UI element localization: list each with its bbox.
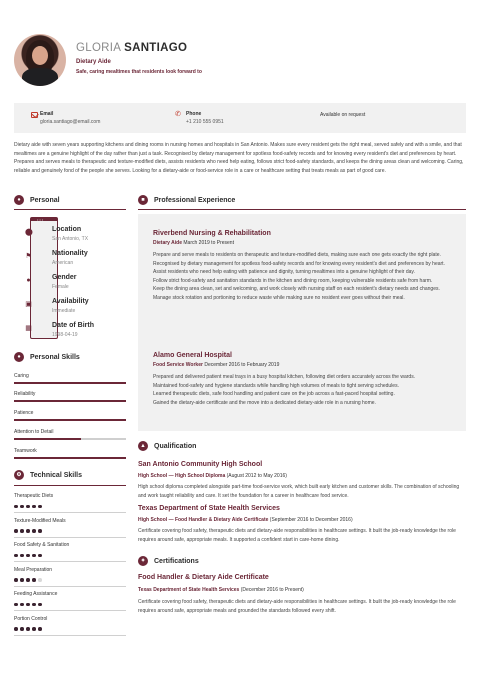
experience-role-dates [153,362,279,368]
rating-dot [26,603,30,607]
bullet: Prepared and delivered patient meal trays in a busy hospital kitchen, following diet orders accurately across the wards. [153,374,416,380]
qualification-dates: (September 2016 to December 2016) [269,517,353,523]
contact-phone [186,111,224,125]
technical-skill: Food Safety & Sanitation [14,542,70,548]
personal-skill: Attention to Detail [14,429,54,435]
skill-rating [14,553,44,559]
job-title: Dietary Aide [76,59,111,65]
qualification-meta: High School — Food Handler & Dietary Aide Certificate (September 2016 to December 2016) [138,517,353,523]
personal-skills-heading [14,352,80,362]
bullet: Learned therapeutic diets, safe food handling and patient care on the job across a fast-paced hospital setting. [153,391,395,398]
skill-rating [14,627,44,633]
bullet: Maintained food-safety and hygiene standards while handling high volumes of meals to tight serving schedules. [153,382,399,389]
personal-value: 1998-04-19 [52,332,78,338]
technical-skill: Therapeutic Diets [14,493,54,499]
personal-label: Availability [52,298,89,305]
skill-bar [14,457,126,459]
personal-row-availability [14,297,126,319]
personal-row-dob [14,321,126,343]
bullet: Gained the dietary-aide certificate and the move into a dedicated dietary-aide role in a nursing home. [153,399,376,406]
experience-dates: March 2019 to Present [183,240,234,246]
personal-card [14,215,126,343]
personal-value: Female [52,284,69,290]
qualification-meta: High School — High School Diploma (August 2012 to May 2016) [138,473,287,479]
rating-dot [38,529,42,533]
rating-dot [32,505,36,509]
rating-dot [20,554,24,558]
skill-rating [14,529,44,535]
qualification-title: Qualification [154,442,197,450]
qualification-school: Texas Department of State Health Services [138,505,280,512]
experience-company: Riverbend Nursing & Rehabilitation [153,230,271,237]
qualification-award: High School Diploma [174,473,226,479]
rating-dot [38,505,42,509]
certification-meta [138,587,304,593]
rating-dot [14,554,18,558]
qualification-level: High School [138,473,168,479]
email-value[interactable]: gloria.santiago@email.com [40,119,101,125]
flag-icon: ⚑ [25,253,32,260]
qualification-heading [138,441,196,451]
divider [14,512,126,513]
people-icon: ● [14,352,24,362]
personal-value: American [52,260,74,266]
technical-skill: Meal Preparation [14,566,53,573]
mail-icon [31,112,38,118]
certificate-icon: ✦ [138,556,148,566]
personal-skill: Patience [14,410,34,416]
certification-title: Food Handler & Dietary Aide Certificate [138,574,269,581]
rating-dot [38,578,42,582]
calendar-icon: ▦ [25,325,32,332]
rating-dot [20,627,24,631]
experience-heading [138,195,235,205]
rating-dot [38,627,42,631]
personal-heading [14,195,60,205]
personal-row-gender [14,273,126,295]
personal-row-location [14,225,126,247]
rating-dot [26,627,30,631]
rating-dot [26,529,30,533]
technical-skills-title: Technical Skills [30,471,83,479]
rating-dot [14,529,18,533]
qualification-description: Certificate covering food safety, therapeutic diets and dietary-aide responsibilities in healthcare settings. It built the job-ready knowledge the role requires around safe, appropriate meals. It supported a confident start in care-home dining. [138,528,456,543]
qualification-description: High school diploma completed alongside part-time food-service work, which built early kitchen and customer skills. The combination of schooling and work taught reliability and care. It set the foundation for a career in healthcare food service. [138,484,460,499]
experience-bullets [153,373,453,407]
rating-dot [32,529,36,533]
bullet: Prepare and serve meals to residents on therapeutic and texture-modified diets, making sure each one gets exactly the right plate. [153,252,441,258]
skill-rating [14,504,44,510]
skill-bar [14,400,126,402]
personal-label: Nationality [52,250,88,257]
divider [14,586,126,587]
experience-role: Food Service Worker [153,362,203,368]
experience-role-dates [153,240,234,246]
certification-issuer: Texas Department of State Health Services [138,587,240,593]
personal-title: Personal [30,196,60,204]
rating-dot [14,578,18,582]
divider [14,561,126,562]
experience-bullets [153,251,453,303]
technical-skill: Feeding Assistance [14,591,58,597]
personal-label: Date of Birth [52,322,94,329]
skill-bar [14,382,126,384]
rating-dot [20,603,24,607]
rating-dot [26,505,30,509]
bullet: Recognised by dietary management for spotless food-safety records and for knowing every resident's diet and preferences by heart. [153,260,445,267]
skill-bar [14,438,126,440]
rating-dot [38,603,42,607]
phone-icon: ✆ [175,111,181,118]
personal-skills-title: Personal Skills [30,353,80,361]
qualification-dates: (August 2012 to May 2016) [226,473,287,479]
phone-value[interactable]: +1 210 555 0951 [186,119,224,125]
technical-skills-heading [14,470,82,480]
divider [138,209,466,210]
personal-label: Location [52,226,82,233]
phone-label: Phone [186,111,202,117]
personal-row-nationality [14,249,126,271]
qualification-school: San Antonio Community High School [138,461,263,468]
contact-email [40,111,100,125]
divider [14,635,126,636]
bullet: Manage stock rotation and portioning to reduce waste while making sure no resident ever goes without their meal. [153,294,405,301]
full-name [76,42,187,54]
location-pin-icon: ⬤ [25,229,33,236]
rating-dot [32,554,36,558]
person-icon: ● [14,195,24,205]
rating-dot [32,627,36,631]
experience-title: Professional Experience [154,196,236,204]
personal-label: Gender [52,274,77,281]
rating-dot [26,578,30,582]
tagline: Safe, caring mealtimes that residents look forward to [76,69,202,75]
skill-rating [14,578,44,584]
divider [14,209,126,210]
bullet: Follow strict food-safety and sanitation standards in the kitchen and dining room, keeping vulnerable residents safe from harm. [153,277,433,284]
rating-dot [14,603,18,607]
rating-dot [20,529,24,533]
last-name: SANTIAGO [124,42,188,54]
resume-header [14,34,466,88]
briefcase-icon: ■ [138,195,148,205]
summary: Dietary aide with seven years supporting kitchens and dining rooms in nursing homes and hospitals in San Antonio. Makes sure every resident gets the right meal, served safely and with a smile, and that mealtimes are a genuine highlight of the day rather than just a task. Recognised by dietary management for spotless food-safety records and for knowing every resident's diet and preferences by heart. Prepares and serves meals to therapeutic and texture-modified diets, assists residents who need help eating, follows strict food-safety standards, and keeps the dining areas clean and welcoming. Caring, reliable and genuinely fond of the people she serves. Looking for a dietary-aide or food-service role in a care or healthcare setting that treats meals as part of good care. [14,142,464,174]
qualification-level: High School [138,517,168,523]
certification-dates: (December 2016 to Present) [240,587,304,593]
certification-description: Certificate covering food safety, therapeutic diets and dietary-aide responsibilities in healthcare settings. It built the job-ready knowledge the role requires around safe, appropriate meals and grounded the standards followed every shift. [138,599,456,614]
technical-skill: Texture-Modified Meals [14,517,66,524]
personal-value: San Antonio, TX [52,236,89,242]
skill-bar [14,419,126,421]
bullet: Keep the dining area clean, set and welcoming, and work closely with nursing staff on each resident's dietary needs and changes. [153,286,440,293]
calendar-check-icon: ▣ [25,301,32,308]
personal-skill: Teamwork [14,448,37,454]
personal-skill: Caring [14,373,29,379]
availability: Available on request [320,112,366,118]
skill-rating [14,602,44,608]
avatar [14,34,66,86]
rating-dot [26,554,30,558]
experience-dates: December 2016 to February 2019 [204,362,280,368]
experience-role: Dietary Aide [153,240,182,246]
gear-icon: ⚙ [14,470,24,480]
experience-company: Alamo General Hospital [153,352,232,359]
bullet: Assist residents who need help eating with patience and dignity, turning mealtimes into a genuine highlight of their day. [153,269,415,276]
certifications-title: Certifications [154,557,199,565]
personal-skill: Reliability [14,391,36,397]
personal-rail: ••• [30,217,58,339]
rating-dot [14,505,18,509]
personal-value: Immediate [52,308,76,314]
certifications-heading [138,556,199,566]
email-label: Email [40,111,54,117]
rating-dot [32,578,36,582]
rating-dot [32,603,36,607]
rating-dot [20,505,24,509]
rating-dot [20,578,24,582]
graduation-cap-icon: ▲ [138,441,148,451]
divider [14,485,126,486]
qualification-award: Food Handler & Dietary Aide Certificate [174,517,269,523]
rating-dot [38,554,42,558]
technical-skill: Portion Control [14,615,48,622]
divider [14,610,126,611]
rating-dot [14,627,18,631]
contact-bar [14,103,466,133]
person-icon: ● [26,277,31,284]
first-name: GLORIA [76,42,121,54]
divider [14,537,126,538]
